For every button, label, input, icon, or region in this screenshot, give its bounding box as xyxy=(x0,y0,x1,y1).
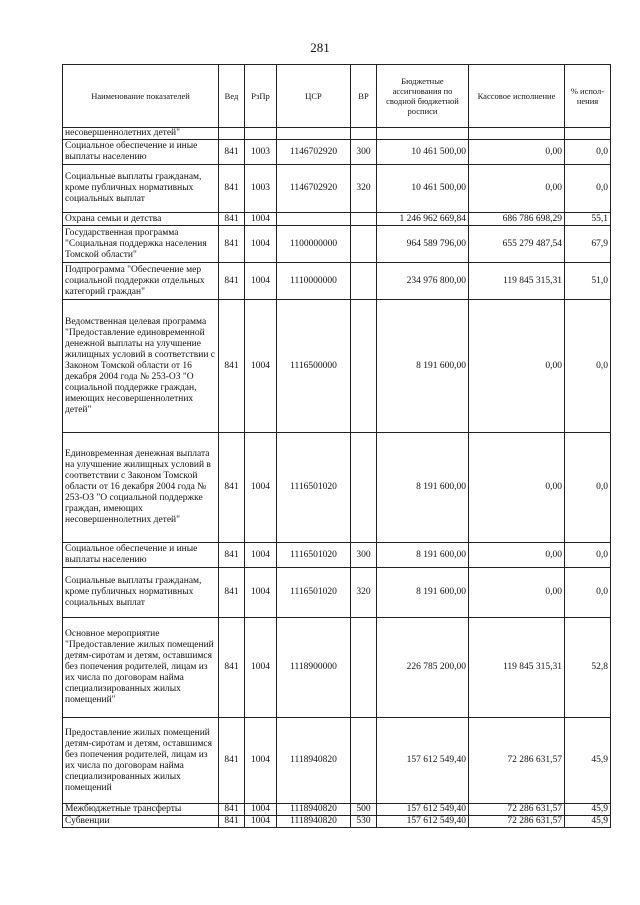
row-vr xyxy=(351,226,377,263)
row-budget xyxy=(377,128,469,140)
row-rzpr: 1004 xyxy=(245,433,277,543)
row-rzpr: 1004 xyxy=(245,718,277,804)
row-csr: 1146702920 xyxy=(277,165,351,213)
header-csr: ЦСР xyxy=(277,65,351,128)
row-name: Единовременная денежная выплата на улучшение жилищных условий в соответствии с Законом Томской области от 16 декабря 2004 года № 253-ОЗ "О социальной поддержке граждан, имеющих несовершеннолетних детей" xyxy=(63,433,219,543)
row-ved: 841 xyxy=(219,618,245,718)
row-name: Межбюджетные трансферты xyxy=(63,804,219,816)
row-csr: 1116500000 xyxy=(277,300,351,433)
row-cash: 655 279 487,54 xyxy=(469,226,565,263)
row-rzpr: 1004 xyxy=(245,263,277,300)
row-vr: 320 xyxy=(351,165,377,213)
row-name: Субвенции xyxy=(63,816,219,828)
row-vr xyxy=(351,128,377,140)
row-cash: 0,00 xyxy=(469,140,565,165)
table-row xyxy=(63,568,611,618)
row-budget: 157 612 549,40 xyxy=(377,816,469,828)
header-budget: Бюджетные ассигнования по сводной бюджетной росписи xyxy=(377,65,469,128)
row-cash: 0,00 xyxy=(469,165,565,213)
row-cash xyxy=(469,128,565,140)
row-ved: 841 xyxy=(219,300,245,433)
row-budget: 226 785 200,00 xyxy=(377,618,469,718)
row-name: несовершеннолетних детей" xyxy=(63,128,219,140)
row-vr: 530 xyxy=(351,816,377,828)
row-csr xyxy=(277,213,351,226)
row-csr: 1116501020 xyxy=(277,433,351,543)
table-row xyxy=(63,263,611,300)
row-rzpr: 1004 xyxy=(245,804,277,816)
row-percent: 51,0 xyxy=(565,263,611,300)
row-vr: 300 xyxy=(351,543,377,568)
row-name: Социальные выплаты гражданам, кроме публичных нормативных социальных выплат xyxy=(63,568,219,618)
header-cash: Кассовое исполнение xyxy=(469,65,565,128)
row-percent: 45,9 xyxy=(565,718,611,804)
table-row xyxy=(63,543,611,568)
table-row xyxy=(63,213,611,226)
table-row xyxy=(63,226,611,263)
row-csr: 1110000000 xyxy=(277,263,351,300)
header-percent: % испол-нения xyxy=(565,65,611,128)
row-percent xyxy=(565,128,611,140)
row-rzpr xyxy=(245,128,277,140)
row-cash: 119 845 315,31 xyxy=(469,263,565,300)
row-name: Государственная программа "Социальная поддержка населения Томской области" xyxy=(63,226,219,263)
page-number: 281 xyxy=(310,40,330,55)
row-percent: 52,8 xyxy=(565,618,611,718)
row-rzpr: 1004 xyxy=(245,816,277,828)
row-name: Основное мероприятие "Предоставление жилых помещений детям-сиротам и детям, оставшимся без попечения родителей, лицам из их числа по договорам найма специализированных жилых помещений" xyxy=(63,618,219,718)
row-cash: 119 845 315,31 xyxy=(469,618,565,718)
row-name: Социальные выплаты гражданам, кроме публичных нормативных социальных выплат xyxy=(63,165,219,213)
row-ved: 841 xyxy=(219,263,245,300)
table-row xyxy=(63,140,611,165)
table-row xyxy=(63,718,611,804)
row-name: Социальное обеспечение и иные выплаты населению xyxy=(63,140,219,165)
row-rzpr: 1004 xyxy=(245,300,277,433)
table-row xyxy=(63,433,611,543)
row-csr: 1116501020 xyxy=(277,543,351,568)
row-budget: 8 191 600,00 xyxy=(377,568,469,618)
row-ved: 841 xyxy=(219,568,245,618)
row-cash: 0,00 xyxy=(469,433,565,543)
row-budget: 157 612 549,40 xyxy=(377,718,469,804)
table-row xyxy=(63,300,611,433)
row-rzpr: 1003 xyxy=(245,140,277,165)
row-ved: 841 xyxy=(219,140,245,165)
row-csr xyxy=(277,128,351,140)
row-vr: 320 xyxy=(351,568,377,618)
row-csr: 1100000000 xyxy=(277,226,351,263)
row-ved: 841 xyxy=(219,718,245,804)
row-ved: 841 xyxy=(219,804,245,816)
row-percent: 45,9 xyxy=(565,816,611,828)
row-rzpr: 1004 xyxy=(245,543,277,568)
row-name: Охрана семьи и детства xyxy=(63,213,219,226)
row-rzpr: 1004 xyxy=(245,568,277,618)
header-rzpr: РзПр xyxy=(245,65,277,128)
row-budget: 10 461 500,00 xyxy=(377,165,469,213)
row-budget: 10 461 500,00 xyxy=(377,140,469,165)
row-rzpr: 1004 xyxy=(245,618,277,718)
row-vr xyxy=(351,213,377,226)
row-budget: 157 612 549,40 xyxy=(377,804,469,816)
row-budget: 8 191 600,00 xyxy=(377,300,469,433)
row-vr xyxy=(351,618,377,718)
row-cash: 0,00 xyxy=(469,568,565,618)
row-percent: 0,0 xyxy=(565,140,611,165)
row-csr: 1118940820 xyxy=(277,816,351,828)
row-rzpr: 1004 xyxy=(245,213,277,226)
row-cash: 72 286 631,57 xyxy=(469,718,565,804)
row-percent: 45,9 xyxy=(565,804,611,816)
budget-table xyxy=(62,64,611,828)
row-budget: 964 589 796,00 xyxy=(377,226,469,263)
row-percent: 0,0 xyxy=(565,300,611,433)
row-name: Подпрограмма "Обеспечение мер социальной поддержки отдельных категорий граждан" xyxy=(63,263,219,300)
row-csr: 1146702920 xyxy=(277,140,351,165)
row-ved: 841 xyxy=(219,543,245,568)
row-percent: 0,0 xyxy=(565,433,611,543)
row-cash: 0,00 xyxy=(469,543,565,568)
header-name: Наименование показателей xyxy=(63,65,219,128)
row-percent: 0,0 xyxy=(565,543,611,568)
header-vr: ВР xyxy=(351,65,377,128)
row-rzpr: 1004 xyxy=(245,226,277,263)
row-name: Предоставление жилых помещений детям-сиротам и детям, оставшимся без попечения родителей, лицам из их числа по договорам найма специализированных жилых помещений xyxy=(63,718,219,804)
table-row xyxy=(63,165,611,213)
row-vr: 500 xyxy=(351,804,377,816)
row-ved: 841 xyxy=(219,165,245,213)
row-percent: 0,0 xyxy=(565,568,611,618)
table-row xyxy=(63,816,611,828)
row-vr xyxy=(351,433,377,543)
row-csr: 1118940820 xyxy=(277,804,351,816)
row-percent: 55,1 xyxy=(565,213,611,226)
row-ved: 841 xyxy=(219,433,245,543)
row-budget: 234 976 800,00 xyxy=(377,263,469,300)
row-cash: 72 286 631,57 xyxy=(469,816,565,828)
header-ved: Вед xyxy=(219,65,245,128)
table-row xyxy=(63,128,611,140)
row-budget: 8 191 600,00 xyxy=(377,543,469,568)
row-percent: 0,0 xyxy=(565,165,611,213)
row-vr xyxy=(351,300,377,433)
row-budget: 1 246 962 669,84 xyxy=(377,213,469,226)
row-csr: 1118940820 xyxy=(277,718,351,804)
row-vr xyxy=(351,263,377,300)
row-name: Социальное обеспечение и иные выплаты населению xyxy=(63,543,219,568)
row-ved: 841 xyxy=(219,226,245,263)
table-header-row xyxy=(63,65,611,128)
row-vr xyxy=(351,718,377,804)
row-budget: 8 191 600,00 xyxy=(377,433,469,543)
row-cash: 686 786 698,29 xyxy=(469,213,565,226)
row-csr: 1116501020 xyxy=(277,568,351,618)
table-row xyxy=(63,618,611,718)
row-cash: 72 286 631,57 xyxy=(469,804,565,816)
row-vr: 300 xyxy=(351,140,377,165)
row-cash: 0,00 xyxy=(469,300,565,433)
table-row xyxy=(63,804,611,816)
row-ved: 841 xyxy=(219,816,245,828)
row-ved xyxy=(219,128,245,140)
row-csr: 1118900000 xyxy=(277,618,351,718)
row-rzpr: 1003 xyxy=(245,165,277,213)
row-name: Ведомственная целевая программа "Предоставление единовременной денежной выплаты на улучшение жилищных условий в соответствии с Законом Томской области от 16 декабря 2004 года № 253-ОЗ "О социальной поддержке граждан, имеющих несовершеннолетних детей" xyxy=(63,300,219,433)
row-percent: 67,9 xyxy=(565,226,611,263)
row-ved: 841 xyxy=(219,213,245,226)
